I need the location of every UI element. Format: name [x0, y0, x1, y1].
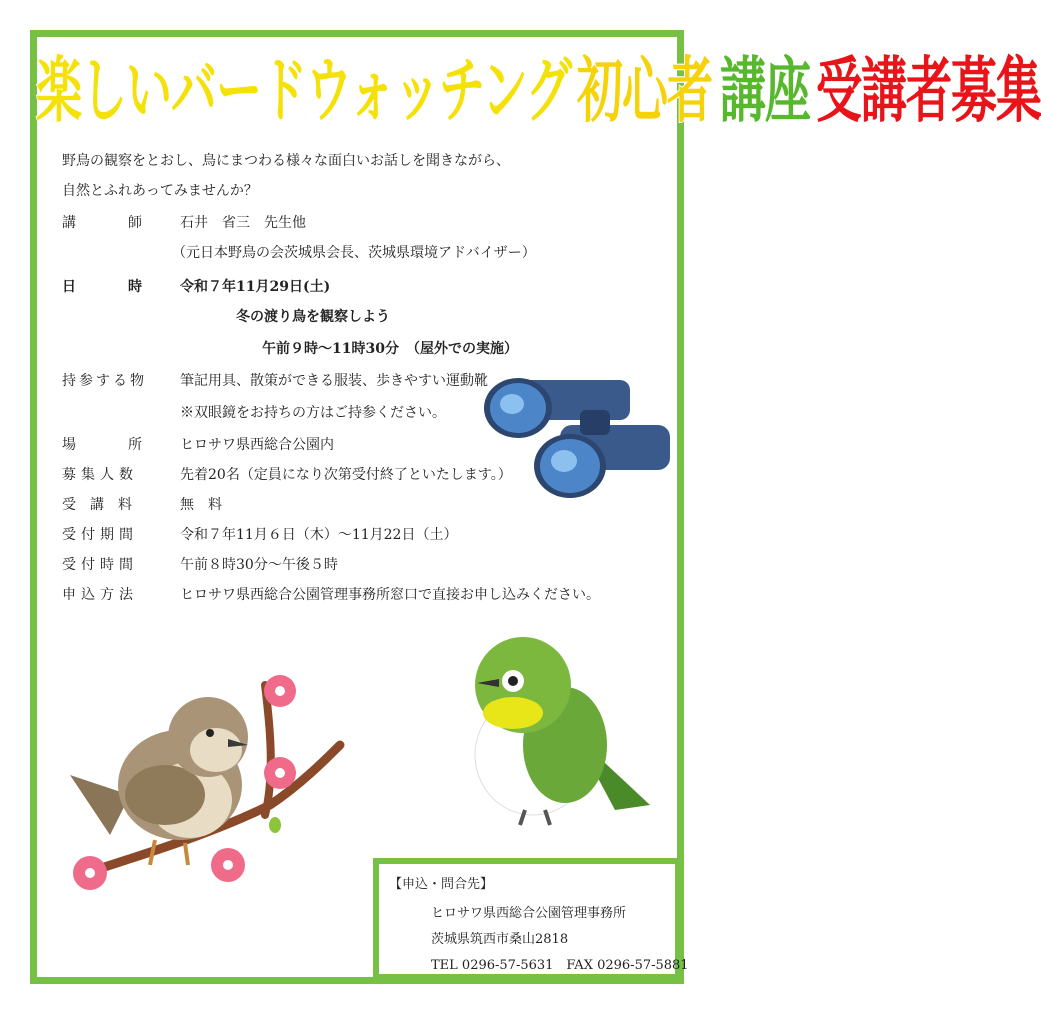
label-place-1: 場 [62, 437, 76, 453]
intro-line-2: 自然とふれあってみませんか？ [62, 183, 258, 199]
label-period: 受付期間 [62, 527, 138, 543]
binoculars-icon [480, 370, 680, 510]
fee-value: 無 料 [180, 497, 222, 513]
contact-address: 茨城県筑西市桑山2818 [431, 932, 569, 947]
intro-line-1: 野鳥の観察をとおし、鳥にまつわる様々な面白いお話しを聞きながら、 [62, 153, 510, 169]
period-value: 令和７年11月６日（木）～11月22日（土） [180, 527, 458, 543]
title-part-3: 講座 [719, 48, 810, 132]
capacity-value: 先着20名（定員になり次第受付終了といたします。） [180, 467, 512, 483]
lecturer-value: 石井 省三 先生他 [180, 215, 306, 231]
label-datetime-2: 時 [128, 279, 142, 295]
belongings-note: ※双眼鏡をお持ちの方はご持参ください。 [180, 405, 446, 421]
method-value: ヒロサワ県西総合公園管理事務所窓口で直接お申し込みください。 [180, 587, 600, 603]
title-part-2: 初心者 [576, 48, 712, 132]
title-part-1: 楽しいバードウォッチング [36, 48, 571, 132]
contact-box [373, 858, 689, 980]
label-lecturer-2: 師 [128, 215, 142, 231]
white-eye-bird-illustration [465, 625, 660, 835]
datetime-value: 令和７年11月29日(土) [180, 279, 331, 295]
contact-heading: 【申込・問合先】 [389, 877, 494, 892]
title-part-4: 受講者募集 [815, 48, 1041, 132]
datetime-time: 午前９時～11時30分 （屋外での実施） [262, 341, 518, 357]
label-place-2: 所 [128, 437, 142, 453]
label-datetime-1: 日 [62, 279, 76, 295]
page-title [36, 44, 1041, 136]
label-capacity: 募集人数 [62, 467, 138, 483]
datetime-theme: 冬の渡り鳥を観察しよう [236, 309, 390, 325]
label-fee: 受講料 [62, 497, 146, 513]
lecturer-note: （元日本野鳥の会茨城県会長、茨城県環境アドバイザー） [172, 245, 536, 261]
belongings-value: 筆記用具、散策ができる服装、歩きやすい運動靴 [180, 373, 488, 389]
label-belongings: 持参する物 [62, 373, 147, 389]
contact-org: ヒロサワ県西総合公園管理事務所 [431, 906, 627, 921]
label-method: 申込方法 [62, 587, 138, 603]
label-hours: 受付時間 [62, 557, 138, 573]
place-value: ヒロサワ県西総合公園内 [180, 437, 334, 453]
hours-value: 午前８時30分～午後５時 [180, 557, 338, 573]
label-lecturer-1: 講 [62, 215, 76, 231]
contact-phone: TEL 0296-57-5631 FAX 0296-57-5881 [431, 958, 689, 973]
wren-bird-illustration [60, 665, 350, 900]
